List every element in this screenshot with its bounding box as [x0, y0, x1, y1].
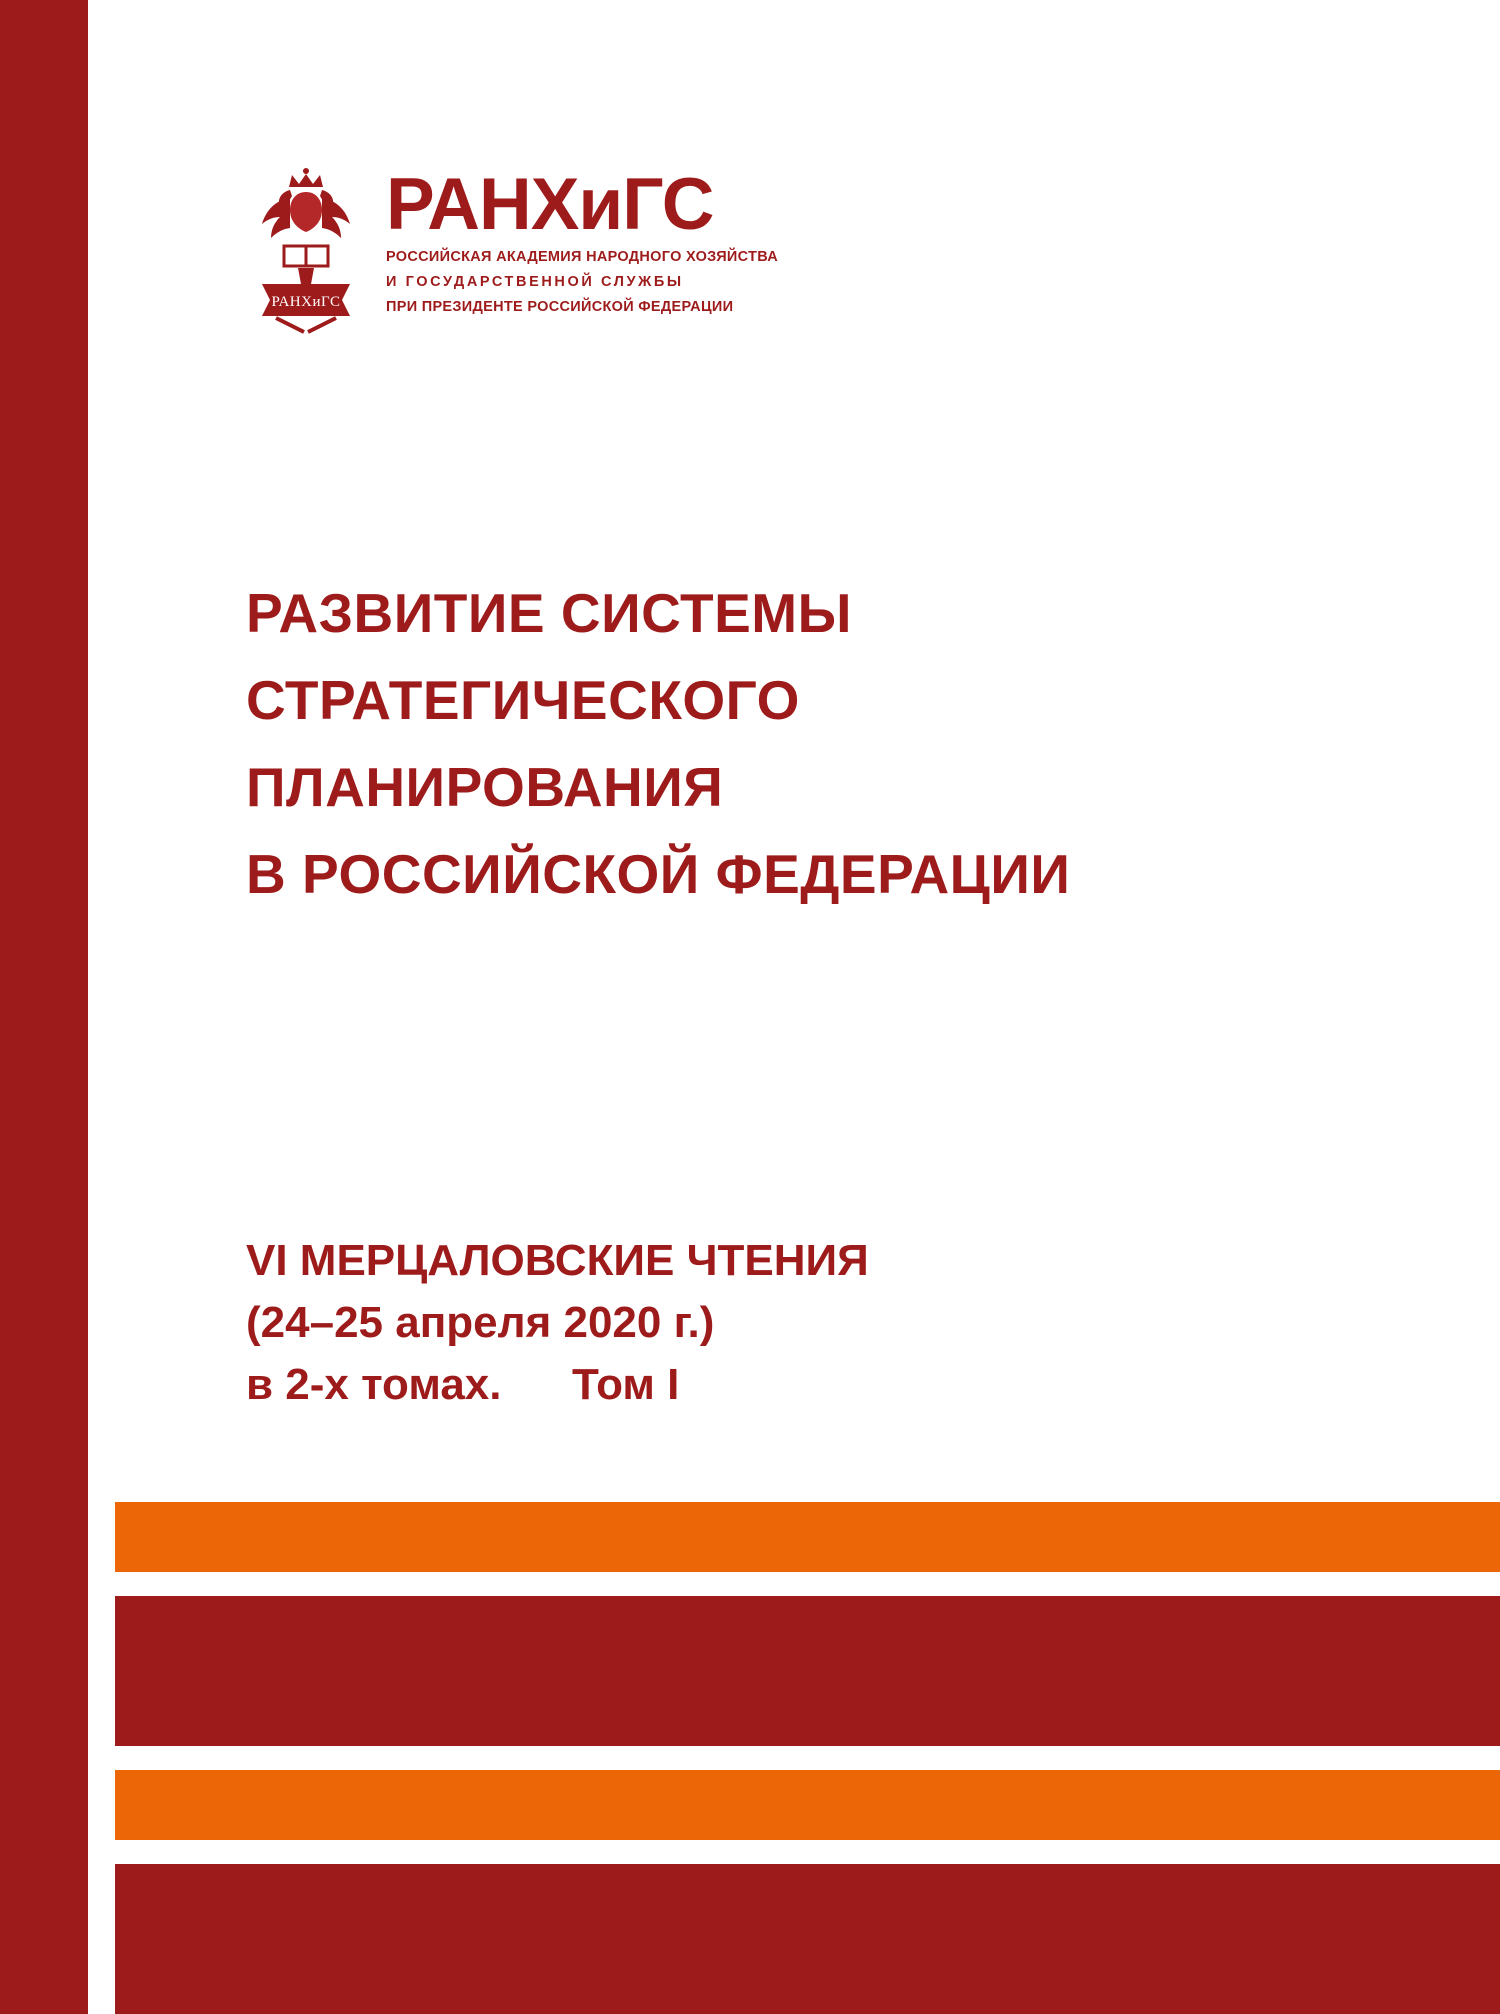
conference-volumes: в 2-х томах. — [246, 1360, 502, 1409]
cover-spine-band-bottom — [0, 1502, 88, 2014]
cover-title-line-3: ПЛАНИРОВАНИЯ — [246, 756, 724, 818]
ranepa-crest-icon — [246, 168, 366, 338]
decor-band-orange-bottom — [115, 1770, 1500, 1840]
conference-volume-number: Том I — [571, 1360, 680, 1409]
logo-subtitle-line-2: И ГОСУДАРСТВЕННОЙ СЛУЖБЫ — [386, 274, 684, 290]
cover-title-line-1: РАЗВИТИЕ СИСТЕМЫ — [246, 582, 852, 644]
logo-subtitle-line-1: РОССИЙСКАЯ АКАДЕМИЯ НАРОДНОГО ХОЗЯЙСТВА — [386, 249, 779, 265]
decor-band-red-top — [115, 1596, 1500, 1746]
svg-text:РАНХиГС: РАНХиГС — [271, 294, 341, 310]
logo-subtitle-line-3: ПРИ ПРЕЗИДЕНТЕ РОССИЙСКОЙ ФЕДЕРАЦИИ — [386, 299, 734, 315]
decor-band-orange-top — [115, 1502, 1500, 1572]
decor-band-red-bottom — [115, 1864, 1500, 2014]
conference-event: VI МЕРЦАЛОВСКИЕ ЧТЕНИЯ — [246, 1236, 869, 1285]
cover-title-line-2: СТРАТЕГИЧЕСКОГО — [246, 669, 800, 731]
cover-title-line-4: В РОССИЙСКОЙ ФЕДЕРАЦИИ — [246, 843, 1071, 905]
cover-title — [246, 570, 1366, 918]
conference-dates: (24–25 апреля 2020 г.) — [246, 1298, 715, 1347]
logo-text-block — [386, 164, 786, 317]
logo-acronym: РАНХиГС — [386, 164, 714, 245]
conference-info — [246, 1230, 1346, 1416]
conference-volume-line — [246, 1354, 1346, 1416]
ranepa-logo — [246, 164, 786, 348]
